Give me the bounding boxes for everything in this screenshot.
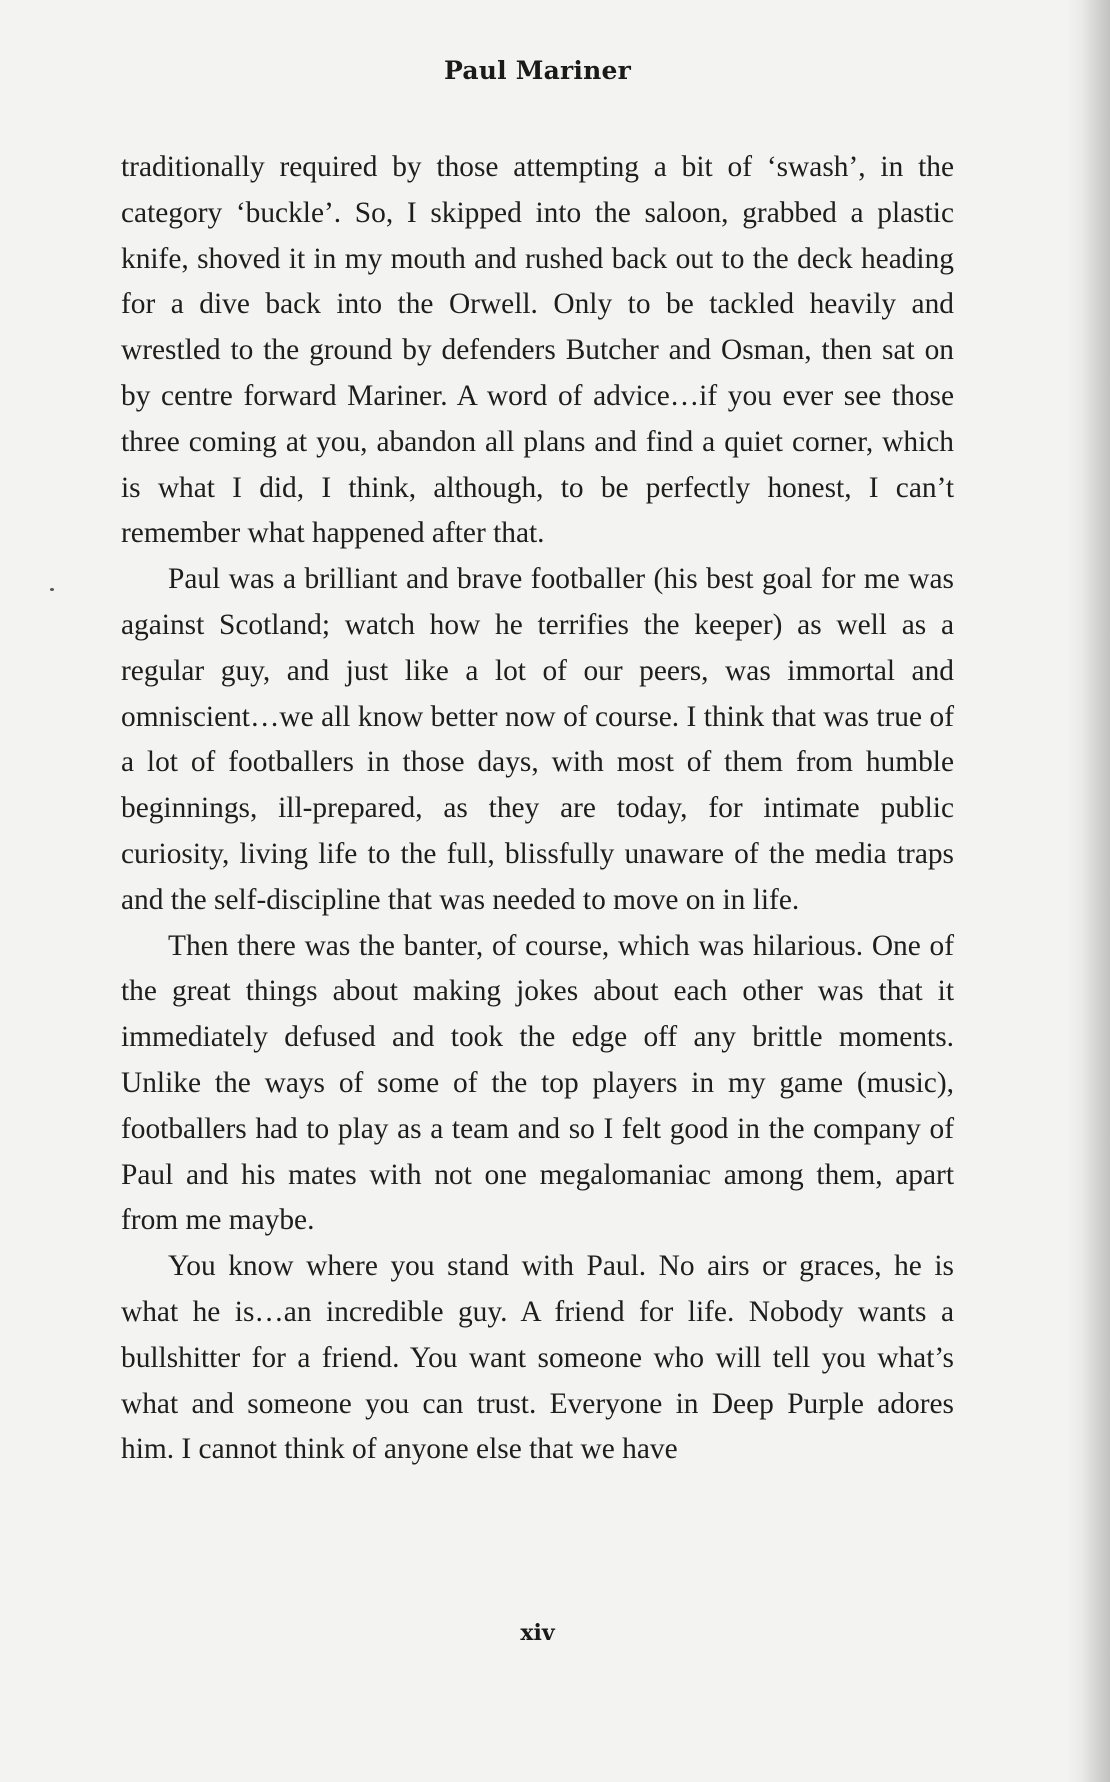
- paragraph-1: traditionally required by those attempting a bit of ‘swash’, in the category ‘buckle’. So, I skipped into the saloon, grabbed a plastic knife, shoved it in my mouth and rushed back out to the deck heading for a dive back into the Orwell. Only to be tackled heavily and wrestled to the ground by defenders Butcher and Osman, then sat on by centre forward Mariner. A word of advice…if you ever see those three coming at you, abandon all plans and find a quiet corner, which is what I did, I think, although, to be perfectly honest, I can’t remember what happened after that.: [121, 151, 954, 550]
- paragraph-2: Paul was a brilliant and brave footballer (his best goal for me was against Scotland; watch how he terrifies the keeper) as well as a regular guy, and just like a lot of our peers, was immortal and omniscient…we all know better now of course. I think that was true of a lot of footballers in those days, with most of them from humble beginnings, ill-prepared, as they are today, for intimate public curiosity, living life to the full, blissfully unaware of the media traps and the self-discipline that was needed to move on in life.: [121, 563, 954, 916]
- ink-speck: [50, 588, 54, 591]
- paragraph-4: You know where you stand with Paul. No airs or graces, he is what he is…an incredible guy. A friend for life. Nobody wants a bullshitter for a friend. You want someone who will tell you what’s what and someone you can trust. Everyone in Deep Purple adores him. I cannot think of anyone else that we have: [121, 1250, 954, 1466]
- running-head: Paul Mariner: [444, 56, 631, 85]
- page-edge-shadow: [1082, 0, 1110, 1782]
- body-text: [121, 145, 954, 1473]
- page-number: xiv: [520, 1620, 555, 1646]
- paragraph-3: Then there was the banter, of course, which was hilarious. One of the great things about making jokes about each other was that it immediately defused and took the edge off any brittle moments. Unlike the ways of some of the top players in my game (music), footballers had to play as a team and so I felt good in the company of Paul and his mates with not one megalomaniac among them, apart from me maybe.: [121, 929, 954, 1237]
